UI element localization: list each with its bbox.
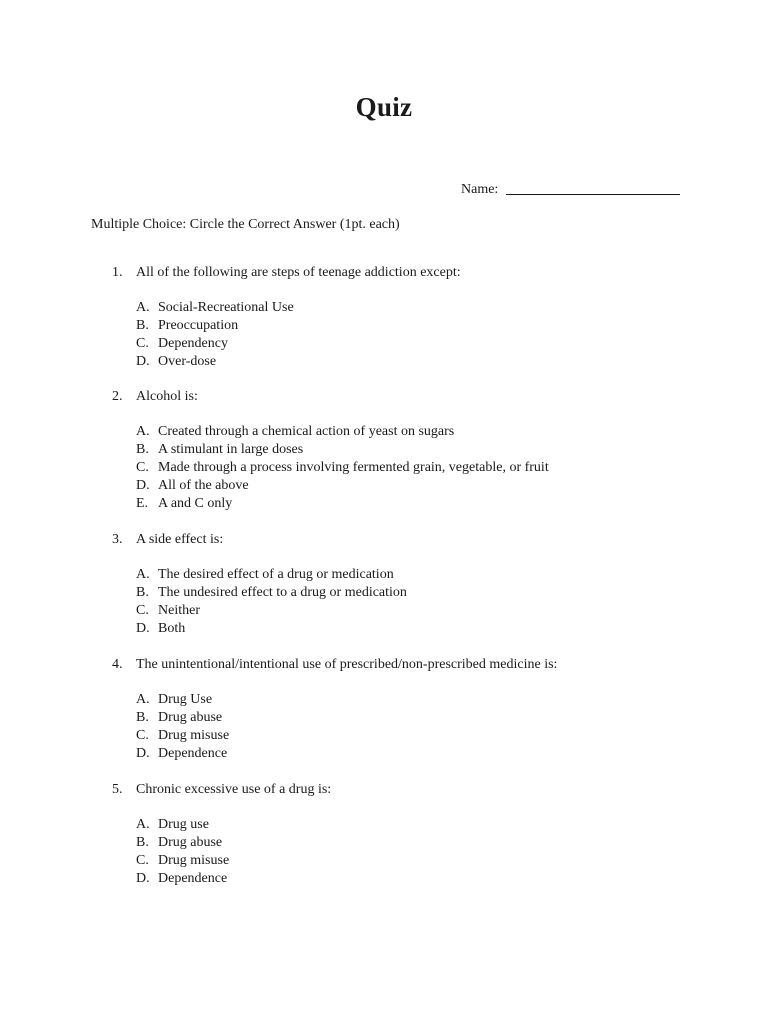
name-label: Name:	[461, 182, 499, 197]
question-number: 1.	[112, 265, 123, 280]
option-text: Dependency	[158, 336, 228, 351]
answer-option[interactable]	[0, 478, 768, 496]
option-letter: C.	[136, 728, 149, 743]
answer-option[interactable]	[0, 817, 768, 835]
option-text: A and C only	[158, 496, 233, 511]
option-letter: B.	[136, 585, 149, 600]
option-text: The desired effect of a drug or medication	[158, 567, 394, 582]
option-letter: A.	[136, 692, 150, 707]
answer-option[interactable]	[0, 871, 768, 889]
option-letter: D.	[136, 871, 150, 886]
option-text: Created through a chemical action of yeast on sugars	[158, 424, 455, 439]
option-text: Dependence	[158, 746, 228, 761]
question-number: 5.	[112, 782, 123, 797]
option-text: Over-dose	[158, 354, 217, 369]
question-text: Chronic excessive use of a drug is:	[136, 782, 332, 797]
instructions: Multiple Choice: Circle the Correct Answer (1pt. each)	[91, 217, 400, 232]
option-text: Drug abuse	[158, 835, 223, 850]
answer-option[interactable]	[0, 336, 768, 354]
answer-option[interactable]	[0, 460, 768, 478]
option-letter: D.	[136, 621, 150, 636]
option-text: Social-Recreational Use	[158, 300, 294, 315]
answer-option[interactable]	[0, 567, 768, 585]
question-text: A side effect is:	[136, 532, 224, 547]
option-letter: C.	[136, 460, 149, 475]
option-text: A stimulant in large doses	[158, 442, 304, 457]
name-blank-line	[506, 180, 680, 195]
answer-option[interactable]	[0, 585, 768, 603]
option-letter: C.	[136, 853, 149, 868]
question-number: 3.	[112, 532, 123, 547]
option-letter: B.	[136, 710, 149, 725]
question-text: All of the following are steps of teenage addiction except:	[136, 265, 461, 280]
option-letter: E.	[136, 496, 149, 511]
option-text: Both	[158, 621, 186, 636]
option-letter: A.	[136, 567, 150, 582]
answer-option[interactable]	[0, 354, 768, 372]
question-number: 2.	[112, 389, 123, 404]
option-text: All of the above	[158, 478, 249, 493]
question-text: The unintentional/intentional use of prescribed/non-prescribed medicine is:	[136, 657, 558, 672]
answer-option[interactable]	[0, 318, 768, 336]
option-letter: B.	[136, 442, 149, 457]
answer-option[interactable]	[0, 603, 768, 621]
option-letter: D.	[136, 746, 150, 761]
option-text: Drug Use	[158, 692, 213, 707]
answer-option[interactable]	[0, 442, 768, 460]
option-letter: A.	[136, 424, 150, 439]
answer-option[interactable]	[0, 835, 768, 853]
answer-option[interactable]	[0, 728, 768, 746]
option-letter: C.	[136, 603, 149, 618]
option-letter: C.	[136, 336, 149, 351]
option-letter: D.	[136, 354, 150, 369]
answer-option[interactable]	[0, 692, 768, 710]
option-text: Drug misuse	[158, 853, 230, 868]
option-letter: B.	[136, 835, 149, 850]
option-letter: A.	[136, 817, 150, 832]
question-text: Alcohol is:	[136, 389, 198, 404]
answer-option[interactable]	[0, 424, 768, 442]
option-letter: D.	[136, 478, 150, 493]
answer-option[interactable]	[0, 710, 768, 728]
option-letter: A.	[136, 300, 150, 315]
option-text: Drug abuse	[158, 710, 223, 725]
question-number: 4.	[112, 657, 123, 672]
option-text: Made through a process involving fermented grain, vegetable, or fruit	[158, 460, 549, 475]
name-field	[461, 180, 680, 198]
answer-option[interactable]	[0, 853, 768, 871]
option-letter: B.	[136, 318, 149, 333]
page-title: Quiz	[355, 92, 413, 122]
option-text: The undesired effect to a drug or medication	[158, 585, 407, 600]
answer-option[interactable]	[0, 621, 768, 639]
answer-option[interactable]	[0, 746, 768, 764]
option-text: Preoccupation	[158, 318, 239, 333]
answer-option[interactable]	[0, 300, 768, 318]
option-text: Dependence	[158, 871, 228, 886]
option-text: Neither	[158, 603, 200, 618]
option-text: Drug use	[158, 817, 209, 832]
answer-option[interactable]	[0, 496, 768, 514]
option-text: Drug misuse	[158, 728, 230, 743]
